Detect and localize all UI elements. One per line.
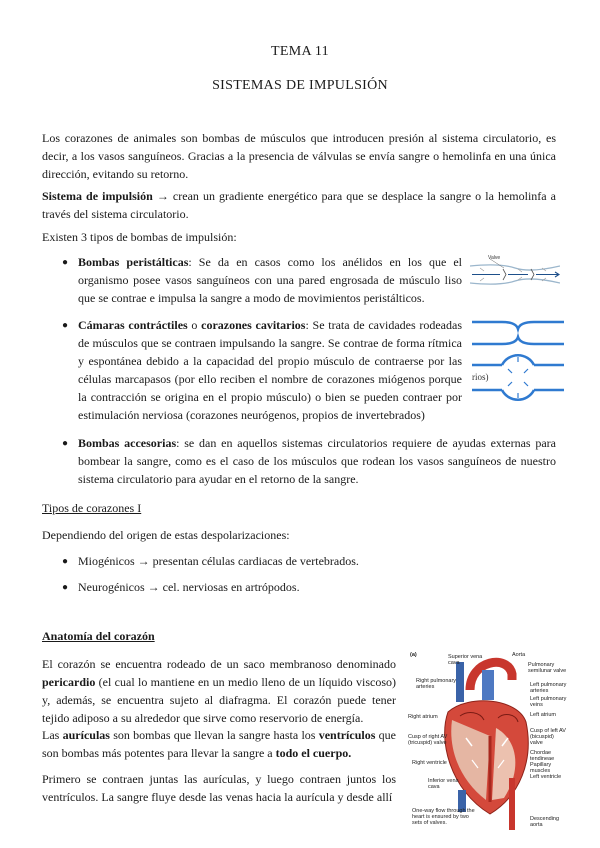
anatomy-heading xyxy=(42,627,342,645)
pump-type-text: : se dan en aquellos sistemas circulatorios requiere de ayudas externas para bombear la sangre, como es el caso de los músculos que rodean los vasos sanguíneos de nuestro sistema circulatorio para ayudar en el retorno de la sangre. xyxy=(78,436,556,486)
anatomy-heading-text: Anatomía del corazón xyxy=(42,629,155,643)
heart-anatomy-figure xyxy=(408,650,568,836)
definition-text: → crean un gradiente energético para que se desplace la sangre o la hemolinfa a través del sistema circulatorio. xyxy=(42,189,556,221)
label-right-pulmonary-arteries: Right pulmonary arteries xyxy=(416,678,457,690)
label-descending-aorta: Descending aorta xyxy=(530,816,560,828)
label-left-atrium: Left atrium xyxy=(530,712,556,718)
valve-label: Valve xyxy=(488,255,501,261)
pump-type-term: Cámaras contráctiles xyxy=(78,318,188,332)
chambers-label: rios) xyxy=(472,372,489,382)
label-inferior-vena-cava: Inferior vena cava xyxy=(428,778,459,790)
pump-type-text: : Se trata de cavidades rodeadas de músculos que se contraen impulsando la sangre. Se contrae de forma rítmica y espontánea debido a la capacidad del propio músculo de contraerse por las células marcapasos (por ello reciben el nombre de corazones miógenos porque la contracción se origina en el propio músculo) o bien se pueden contraer por estimulación nerviosa (corazones neurógenos, propios de invertebrados) xyxy=(78,318,462,422)
label-pulmonary-semilunar-valve: Pulmonary semilunar valve xyxy=(528,662,567,674)
pump-type-term: Bombas accesorias xyxy=(78,436,177,450)
label-left-ventricle: Left ventricle xyxy=(530,774,562,780)
label-right-ventricle: Right ventricle xyxy=(412,760,447,766)
label-right-atrium: Right atrium xyxy=(408,714,438,720)
label-one-way-flow: One-way flow through the heart is ensured by two sets of valves. xyxy=(412,808,475,826)
text-span: son bombas que llevan la sangre hasta los xyxy=(109,728,319,742)
pump-types-intro: Existen 3 tipos de bombas de impulsión: xyxy=(42,230,237,244)
text-span: El corazón se encuentra rodeado de un saco membranoso denominado xyxy=(42,657,396,671)
definition-term: Sistema de impulsión xyxy=(42,189,153,203)
label-superior-vena-cava: Superior vena cava xyxy=(448,654,483,666)
whole-body-term: todo el cuerpo. xyxy=(275,746,352,760)
bullet-icon: ● xyxy=(62,438,69,449)
pump-type-connector: o xyxy=(187,318,202,332)
label-aorta: Aorta xyxy=(512,652,526,658)
contractile-chambers-figure xyxy=(472,310,564,420)
heart-types-intro: Dependiendo del origen de estas despolarizaciones: xyxy=(42,528,290,542)
anatomy-paragraph-3: Primero se contraen juntas las aurículas, y luego contraen juntos los ventrículos. La sangre fluye desde las venas hacia la aurícula y desde allí xyxy=(42,772,396,804)
chamber-diagrams xyxy=(472,310,564,420)
text-span: (el cual lo mantiene en un medio lleno de un líquido viscoso) y, además, se encuentra sujeto al diafragma. El corazón puede tener tejido adiposo a su alrededor que sirve como reservorio de energía. xyxy=(42,675,396,725)
bullet-icon: ● xyxy=(62,582,69,593)
heart-type-myogenic: Miogénicos → presentan células cardiacas de vertebrados. xyxy=(78,554,359,568)
pump-type-chambers xyxy=(78,316,462,424)
anatomy-paragraph-2 xyxy=(42,726,396,762)
heart-panel-label: (a) xyxy=(410,652,417,658)
pump-type-term: Bombas peristálticas xyxy=(78,255,189,269)
pump-type-accessory xyxy=(78,434,556,488)
label-chordae-tendineae: Chordae tendineae xyxy=(530,750,555,762)
pump-type-text: : Se da en casos como los anélidos en los que el organismo posee vasos sanguíneos con una pared engrosada de músculo liso que se contrae e impulsa la sangre a modo de movimientos peristálticos. xyxy=(78,255,462,305)
pump-type-peristaltic xyxy=(78,253,462,307)
page-title: TEMA 11 xyxy=(271,44,329,59)
definition-paragraph xyxy=(42,187,556,223)
peristaltic-vessel-diagram xyxy=(470,252,560,298)
text-span: Las xyxy=(42,728,63,742)
anatomy-paragraph-1 xyxy=(42,655,396,727)
peristaltic-vessel-figure xyxy=(470,252,560,298)
bullet-icon: ● xyxy=(62,556,69,567)
page-subtitle: SISTEMAS DE IMPULSIÓN xyxy=(212,78,388,93)
bullet-icon: ● xyxy=(62,320,69,331)
heart-type-neurogenic: Neurogénicos → cel. nerviosas en artrópodos. xyxy=(78,580,300,594)
auricles-term: aurículas xyxy=(62,728,110,742)
pericardio-term: pericardio xyxy=(42,675,96,689)
bullet-icon: ● xyxy=(62,257,69,268)
label-bicuspid-valve: Cusp of left AV (bicuspid) valve xyxy=(530,728,566,746)
label-tricuspid-valve: Cusp of right AV (tricuspid) valve xyxy=(408,734,448,746)
heart-types-heading: Tipos de corazones I xyxy=(42,501,142,515)
intro-paragraph: Los corazones de animales son bombas de músculos que introducen presión al sistema circulatorio, es decir, a los vasos sanguíneos. Gracias a la presencia de válvulas se envía sangre o hemolinfa en una única dirección, evitando su retorno. xyxy=(42,131,556,181)
label-left-pulmonary-arteries: Left pulmonary arteries xyxy=(530,682,567,694)
label-papillary-muscles: Papillary muscles xyxy=(530,762,552,774)
label-left-pulmonary-veins: Left pulmonary veins xyxy=(530,696,567,708)
pump-type-term-2: corazones cavitarios xyxy=(201,318,306,332)
ventricles-term: ventrículos xyxy=(318,728,376,742)
text-span: que son bombas más potentes para llevar la sangre a xyxy=(42,728,396,760)
